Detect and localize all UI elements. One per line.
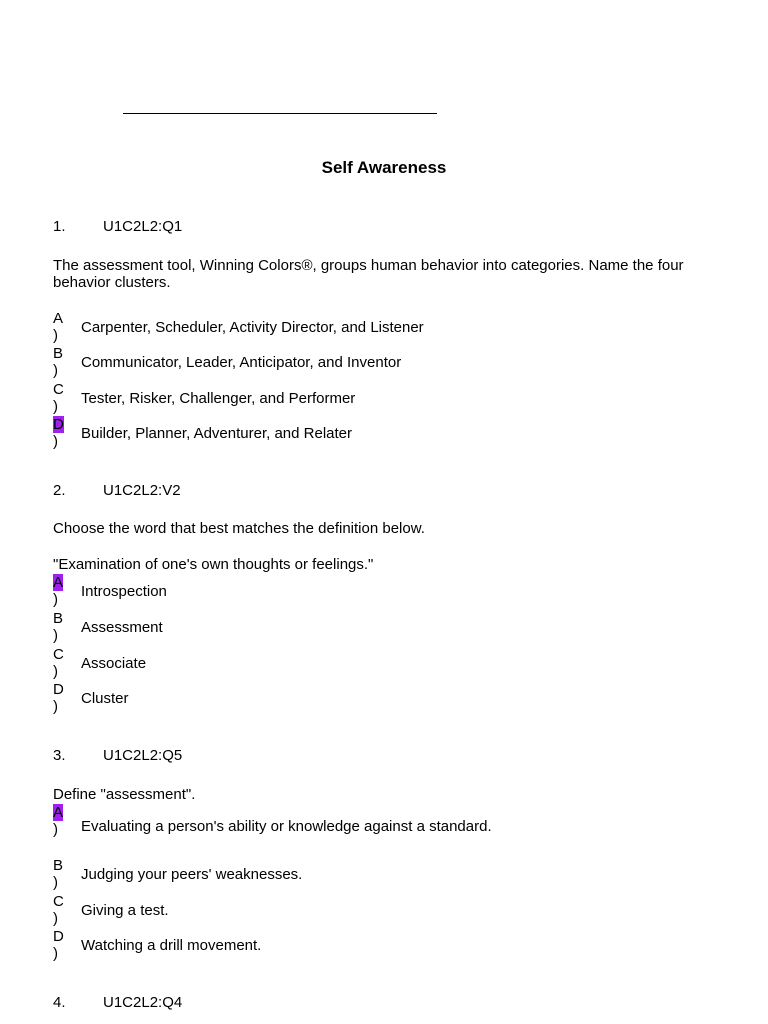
choice-letter: C [53,381,64,398]
question-code: U1C2L2:Q5 [103,747,183,764]
question-number: 2. [53,482,66,499]
choice-paren: ) [53,945,58,962]
choice-2d[interactable] [53,681,733,717]
signature-line [123,113,437,114]
choice-3c[interactable] [53,893,733,929]
choice-text: Cluster [81,690,129,707]
choice-text: Carpenter, Scheduler, Activity Director, and Listener [81,319,424,336]
choice-letter: D [53,928,64,945]
choice-1c[interactable] [53,381,733,417]
choice-3a[interactable] [53,804,733,840]
choice-text: Evaluating a person's ability or knowledge against a standard. [81,818,492,835]
choice-paren: ) [53,327,58,344]
choice-letter: B [53,857,64,874]
choice-2c[interactable] [53,646,733,682]
choice-text: Judging your peers' weaknesses. [81,866,303,883]
question-number: 3. [53,747,66,764]
choice-1d[interactable] [53,416,733,452]
question-number: 4. [53,994,66,1011]
choice-2b[interactable] [53,610,733,646]
choice-letter-highlighted: A [53,574,64,591]
choice-text: Watching a drill movement. [81,937,262,954]
choice-letter: A [53,310,64,327]
question-1-prompt: The assessment tool, Winning Colors®, groups human behavior into categories. Name the four behavior clusters. [53,257,684,291]
choice-text: Assessment [81,619,163,636]
choice-text: Associate [81,655,147,672]
choice-3b[interactable] [53,857,733,893]
choice-text: Communicator, Leader, Anticipator, and Inventor [81,354,402,371]
question-3-prompt: Define "assessment". [53,786,196,803]
choice-letter: C [53,646,64,663]
choice-3d[interactable] [53,928,733,964]
question-2-prompt: Choose the word that best matches the definition below. [53,520,425,537]
choice-1b[interactable] [53,345,733,381]
choice-paren: ) [53,910,58,927]
choice-paren: ) [53,698,58,715]
choice-paren: ) [53,591,58,608]
choice-letter: C [53,893,64,910]
page-title: Self Awareness [321,158,447,177]
question-code: U1C2L2:Q4 [103,994,183,1011]
choice-paren: ) [53,874,58,891]
choice-text: Builder, Planner, Adventurer, and Relater [81,425,353,442]
choice-paren: ) [53,627,58,644]
choice-letter: B [53,345,64,362]
choice-paren: ) [53,433,58,450]
question-2-definition: "Examination of one's own thoughts or feelings." [53,556,374,573]
choice-letter: D [53,681,64,698]
choice-text: Introspection [81,583,167,600]
choice-letter: B [53,610,64,627]
choice-paren: ) [53,821,58,838]
question-number: 1. [53,218,66,235]
choice-text: Giving a test. [81,902,169,919]
choice-paren: ) [53,663,58,680]
choice-letter-highlighted: A [53,804,64,821]
choice-letter-highlighted: D [53,416,64,433]
choice-paren: ) [53,362,58,379]
question-code: U1C2L2:V2 [103,482,181,499]
question-code: U1C2L2:Q1 [103,218,183,235]
choice-paren: ) [53,398,58,415]
choice-2a[interactable] [53,574,733,610]
choice-1a[interactable] [53,310,733,346]
choice-text: Tester, Risker, Challenger, and Performer [81,390,356,407]
